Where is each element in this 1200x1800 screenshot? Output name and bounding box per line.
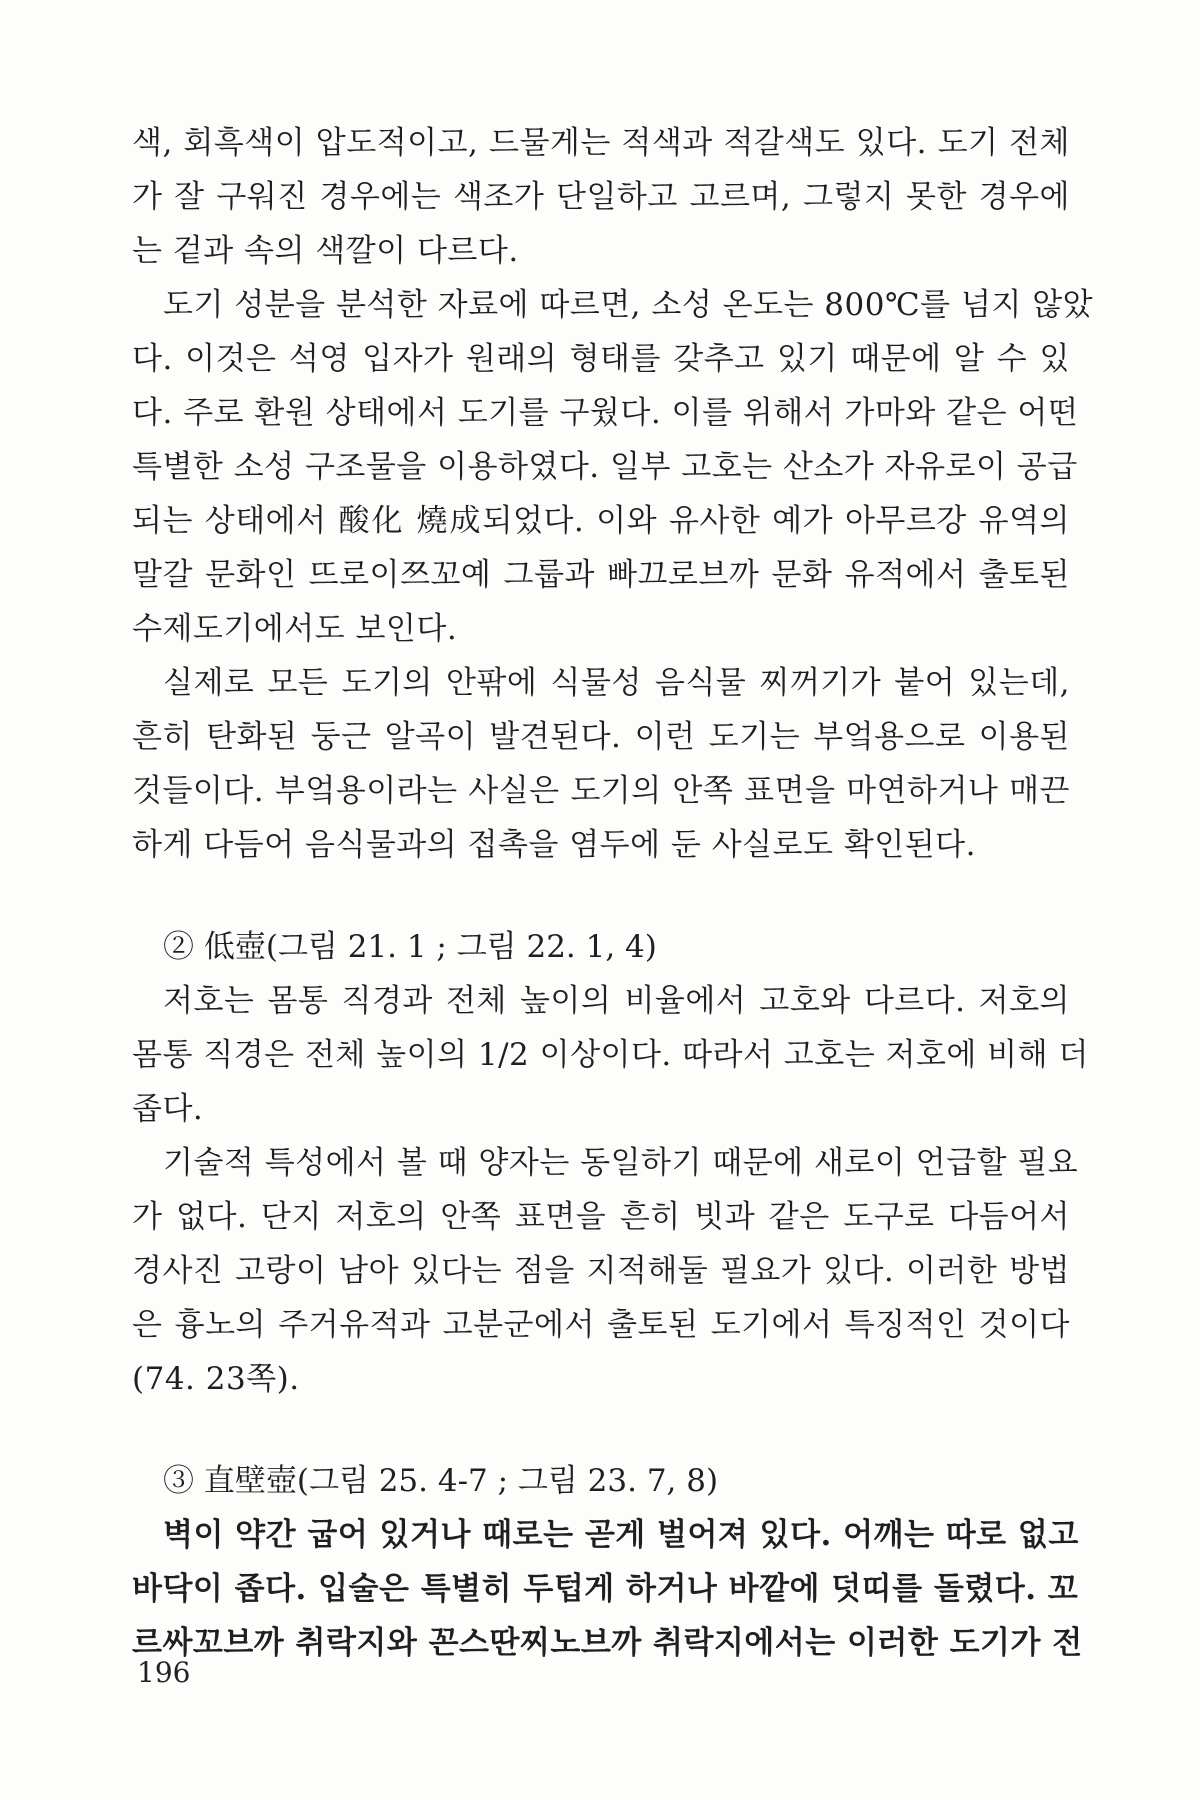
paragraph-line: 기술적 특성에서 볼 때 양자는 동일하기 때문에 새로이 언급할 필요 [163, 1145, 1079, 1181]
section-spacer [132, 872, 1070, 920]
body-text [132, 116, 1094, 1670]
paragraph-line: 흔히 탄화된 둥근 알곡이 발견된다. 이런 도기는 부엌용으로 이용된 [132, 719, 1070, 755]
paragraph-line: 벽이 약간 굽어 있거나 때로는 곧게 벌어져 있다. 어깨는 따로 없고 [163, 1517, 1079, 1553]
paragraph-line: 경사진 고랑이 남아 있다는 점을 지적해둘 필요가 있다. 이러한 방법 [132, 1253, 1070, 1289]
paragraph-line: 다. 주로 환원 상태에서 도기를 구웠다. 이를 위해서 가마와 같은 어떤 [132, 395, 1079, 431]
paragraph-line: 좁다. [132, 1091, 204, 1127]
paragraph-line: 바닥이 좁다. 입술은 특별히 두텁게 하거나 바깥에 덧띠를 돌렸다. 꼬 [132, 1571, 1079, 1607]
section-heading: ② 低壺(그림 21. 1 ; 그림 22. 1, 4) [163, 929, 657, 965]
paragraph-line: 하게 다듬어 음식물과의 접촉을 염두에 둔 사실로도 확인된다. [132, 827, 976, 863]
section-heading: ③ 直壁壺(그림 25. 4-7 ; 그림 23. 7, 8) [163, 1463, 719, 1499]
paragraph-line: 몸통 직경은 전체 높이의 1/2 이상이다. 따라서 고호는 저호에 비해 더 [132, 1037, 1089, 1073]
paragraph-line: (74. 23쪽). [132, 1361, 300, 1397]
paragraph-line: 되는 상태에서 酸化 燒成되었다. 이와 유사한 예가 아무르강 유역의 [132, 503, 1070, 539]
paragraph-line: 은 흉노의 주거유적과 고분군에서 출토된 도기에서 특징적인 것이다 [132, 1307, 1070, 1343]
paragraph-line: 저호는 몸통 직경과 전체 높이의 비율에서 고호와 다르다. 저호의 [163, 983, 1070, 1019]
page-number: 196 [137, 1656, 191, 1689]
paragraph-line: 다. 이것은 석영 입자가 원래의 형태를 갖추고 있기 때문에 알 수 있 [132, 341, 1070, 377]
paragraph-line: 특별한 소성 구조물을 이용하였다. 일부 고호는 산소가 자유로이 공급 [132, 449, 1078, 485]
section-spacer [132, 1406, 1070, 1454]
paragraph-line: 도기 성분을 분석한 자료에 따르면, 소성 온도는 800℃를 넘지 않았 [163, 287, 1094, 323]
paragraph-line: 는 겉과 속의 색깔이 다르다. [132, 233, 519, 269]
paragraph-line: 수제도기에서도 보인다. [132, 611, 458, 647]
paragraph-line: 르싸꼬브까 취락지와 꼰스딴찌노브까 취락지에서는 이러한 도기가 전 [132, 1625, 1083, 1661]
paragraph-line: 실제로 모든 도기의 안팎에 식물성 음식물 찌꺼기가 붙어 있는데, [163, 665, 1070, 701]
paragraph-line: 말갈 문화인 뜨로이쯔꼬예 그룹과 빠끄로브까 문화 유적에서 출토된 [132, 557, 1070, 593]
paragraph-line: 가 없다. 단지 저호의 안쪽 표면을 흔히 빗과 같은 도구로 다듬어서 [132, 1199, 1070, 1235]
paragraph-line: 것들이다. 부엌용이라는 사실은 도기의 안쪽 표면을 마연하거나 매끈 [132, 773, 1070, 809]
paragraph-line: 색, 회흑색이 압도적이고, 드물게는 적색과 적갈색도 있다. 도기 전체 [132, 125, 1070, 161]
paragraph-line: 가 잘 구워진 경우에는 색조가 단일하고 고르며, 그렇지 못한 경우에 [132, 179, 1070, 215]
